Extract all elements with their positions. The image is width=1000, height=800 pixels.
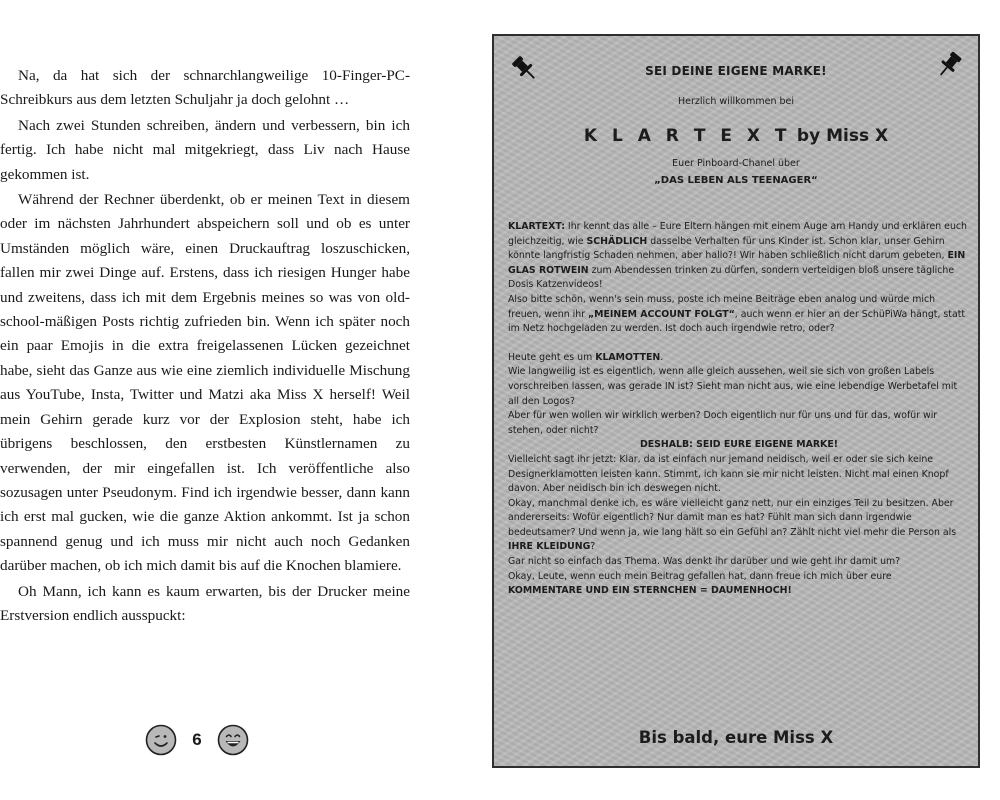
paragraph-4: Oh Mann, ich kann es kaum erwarten, bis der Drucker meine Erstversion endlich ausspuckt: [0,582,410,624]
left-page-text [0,64,410,629]
emphasis: KLAMOTTEN [595,351,661,363]
label-klartext: KLARTEXT: [508,221,565,232]
wink-smiley-icon [145,724,177,756]
emphasis: EIN GLAS ROTWEIN [508,250,966,276]
post-paragraph-3c: Gar nicht so einfach das Thema. Was denkt ihr darüber und wie geht ihr damit um? [508,556,901,568]
page-footer [145,722,249,758]
post-paragraph-3b [508,497,970,555]
pinboard-post [492,34,980,768]
post-paragraph-1 [508,220,970,293]
text: dasselbe Verhalten für uns Kinder ist. Schon klar, unser Gehirn könnte langfristig Schaden nehmen, aber hallo?! Wir haben schließlich nicht darum gebeten, [508,235,948,262]
grin-smiley-icon [217,724,249,756]
channel-title [494,126,978,146]
text: , auch wenn er hier an der SchüPiWa hängt, statt im Netz hochgeladen zu werden. Ist doch auch irgendwie retro, oder? [508,308,966,335]
text: Heute geht es um [508,351,596,363]
welcome-line: Herzlich willkommen bei [678,96,794,107]
text: zum Abendessen trinken zu dürfen, sondern verteidigen bloß unsere tägliche Dosis Katzenvideos! [508,264,955,291]
channel-author: by Miss X [791,126,889,146]
page-number: 6 [192,730,202,749]
emphasis: IHRE KLEIDUNG [508,541,591,553]
post-body [508,220,970,599]
post-motto: SEI DEINE EIGENE MARKE! [645,64,827,78]
paragraph-2: Nach zwei Stunden schreiben, ändern und verbessern, bin ich fertig. Ich habe nicht mal mitgekriegt, dass Liv nach Hause gekommen ist. [0,116,410,183]
emphasis: SCHÄDLICH [586,235,648,247]
post-signoff: Bis bald, eure Miss X [638,728,834,747]
post-paragraph-3d: Okay, Leute, wenn euch mein Beitrag gefallen hat, dann freue ich mich über eure [508,570,892,582]
post-center-line: DESHALB: SEID EURE EIGENE MARKE! [639,439,839,451]
post-paragraph-3: Vielleicht sagt ihr jetzt: Klar, da ist einfach nur jemand neidisch, weil er oder sie sich keine Designerklamotten leisten kann. Stimmt, ich kann sie mir nicht leisten. Nicht mal einen Knopf davon. Aber neidisch bin ich deswegen nicht. [508,453,949,495]
text: Also bitte schön, wenn's sein muss, poste ich meine Beiträge eben analog und würde mich freuen, wenn ihr [508,293,936,320]
post-paragraph-2c: Aber für wen wollen wir wirklich werben? Doch eigentlich nur für uns und für das, wofür wir stehen, oder nicht? [508,410,938,436]
text: . [660,351,664,363]
post-paragraph-2b: Wie langweilig ist es eigentlich, wenn alle gleich aussehen, weil sie sich von großen Labels vorschreiben lassen, was gerade IN ist? Sieht man nicht aus, wie eine lebendige Werbetafel mit all den Logos? [508,366,958,407]
paragraph-3: Während der Rechner überdenkt, ob er meinen Text in diesem oder im nächsten Jahrhundert abspeichern soll und ob es unter Umständen möglich wäre, einen Druckauftrag loszuschicken, fallen mir zwei Dinge auf. Erstens, dass ich riesigen Hunger habe und zweitens, dass ich mit dem Ergebnis meines so was von old-school-mäßigen Posts richtig zufrieden bin. Wenn ich später noch ein paar Emojis in die extra freigelassenen Lücken gezeichnet habe, sieht das Ganze aus wie eine ziemlich individuelle Mischung aus YouTube, Insta, Twitter und Matzi aka Miss X herself! Weil mein Gehirn gerade kurz vor der Explosion steht, habe ich übrigens beschlossen, den erstbesten Künstlernamen zu verwenden, der mir eingefallen ist. Ich veröffentliche also sozusagen unter Pseudonym. Find ich irgendwie besser, dann kann ich erst mal gucken, wie die ganze Aktion ankommt. Ist ja schon spannend genug und ich muss mir nicht auch noch Gedanken darüber machen, ob ich mich damit bis auf die Knochen blamiere. [0,191,410,575]
post-call-to-action: KOMMENTARE UND EIN STERNCHEN = DAUMENHOCH! [508,585,792,597]
channel-topic: „DAS LEBEN ALS TEENAGER“ [654,175,818,186]
text: ? [590,541,596,553]
text: Okay, manchmal denke ich, es wäre vielleicht ganz nett, nur ein einziges Teil zu besitzen. Aber andererseits: Wofür eigentlich? Nur damit man es hat? Fühlt man sich dann irgendwie bedeutsamer? Und wenn ja, wie lang hält so ein Gefühl an? Zählt nicht viel mehr die Person als [508,497,957,538]
post-paragraph-2 [508,351,970,366]
paragraph-1: Na, da hat sich der schnarchlangweilige 10-Finger-PC-Schreibkurs aus dem letzten Schuljahr ja doch gelohnt … [0,67,410,109]
text: Ihr kennt das alle – Eure Eltern hängen mit einem Auge am Handy und erklären euch gleichzeitig, wie [508,221,967,247]
channel-subtitle: Euer Pinboard-Chanel über [672,158,800,169]
channel-name: K L A R T E X T [583,126,791,146]
emphasis: „MEINEM ACCOUNT FOLGT“ [588,308,735,320]
post-paragraph-1b [508,293,970,337]
